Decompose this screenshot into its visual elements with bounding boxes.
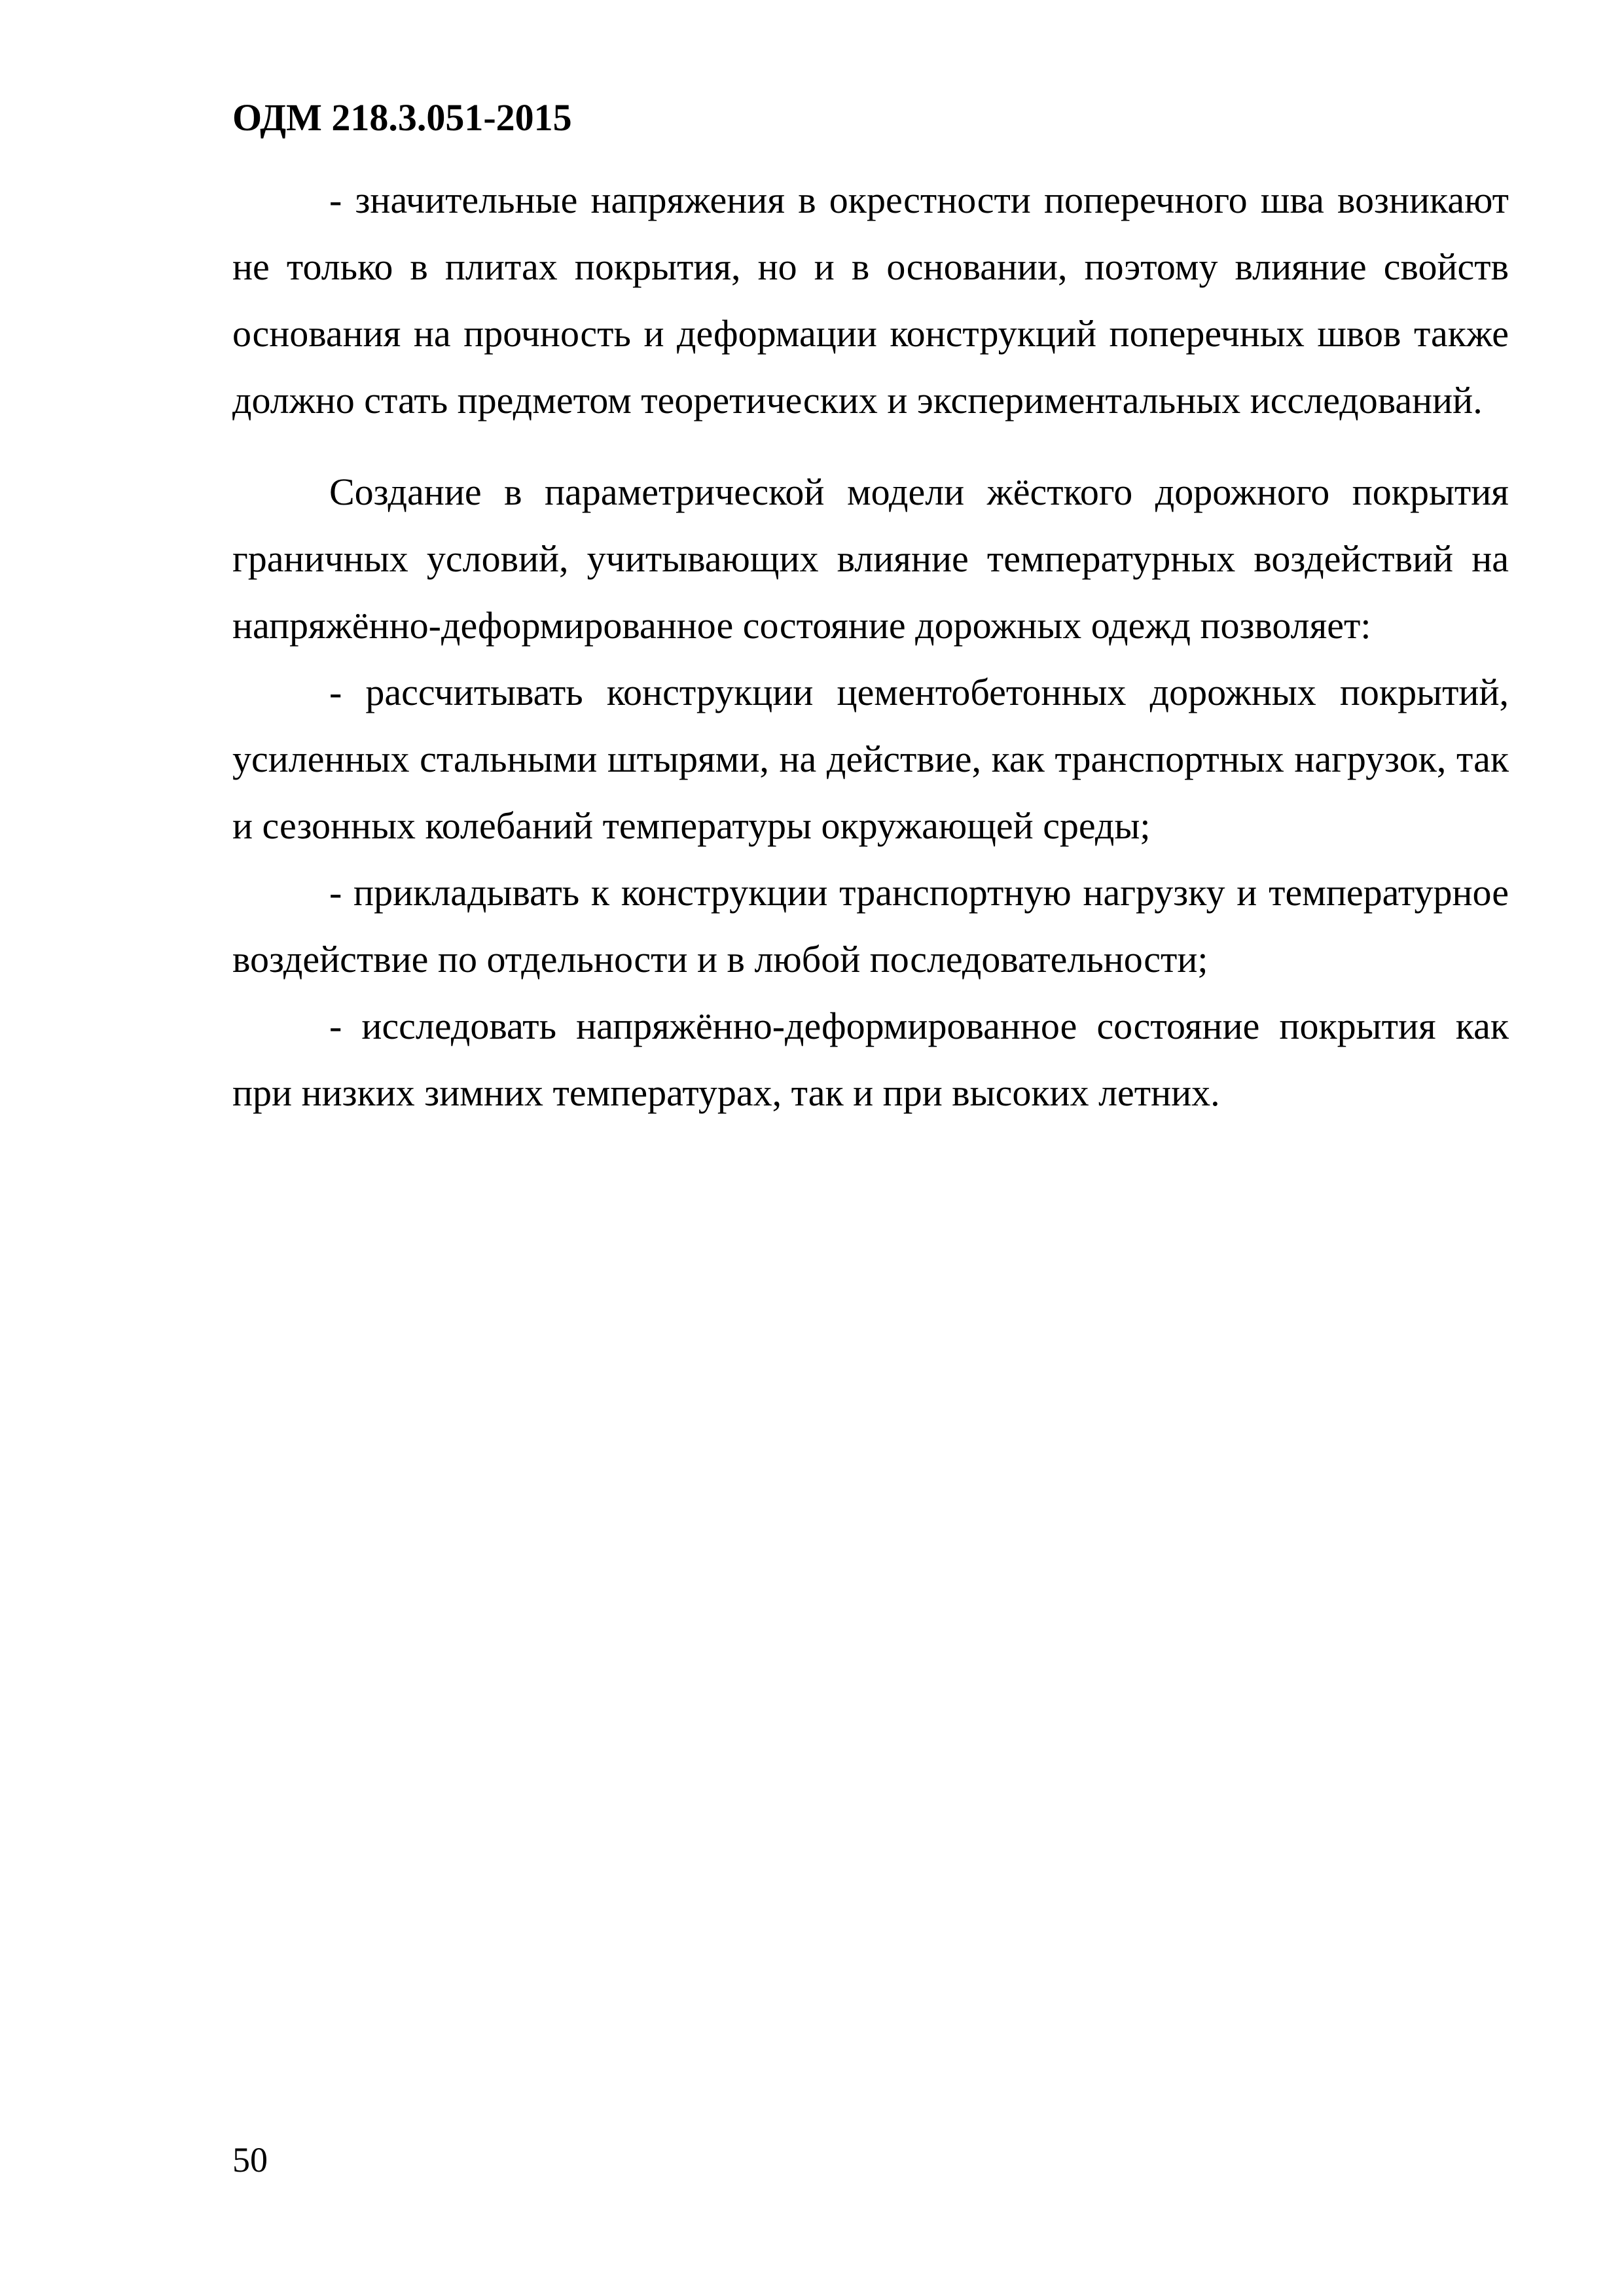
paragraph-parametric-model: Создание в параметрической модели жёсткого дорожного покрытия граничных условий, учитывающих влияние температурных воздействий на напряжённо-деформированное состояние дорожных одежд позволяет: xyxy=(232,471,1509,647)
page-number: 50 xyxy=(232,2140,268,2179)
document-body xyxy=(232,167,1509,1126)
paragraph-list-item-investigate: - исследовать напряжённо-деформированное состояние покрытия как при низких зимних температурах, так и при высоких летних. xyxy=(232,1005,1509,1114)
paragraph-list-item-calculate: - рассчитывать конструкции цементобетонных дорожных покрытий, усиленных стальными штырями, на действие, как транспортных нагрузок, так и сезонных колебаний температуры окружающей среды; xyxy=(232,671,1509,847)
paragraph-transverse-joint-stresses: - значительные напряжения в окрестности поперечного шва возникают не только в плитах покрытия, но и в основании, поэтому влияние свойств основания на прочность и деформации конструкций поперечных швов также должно стать предметом теоретических и экспериментальных исследований. xyxy=(232,179,1509,422)
paragraph-list-item-apply-load: - прикладывать к конструкции транспортную нагрузку и температурное воздействие по отдельности и в любой последовательности; xyxy=(232,871,1509,980)
document-code-header: ОДМ 218.3.051-2015 xyxy=(232,96,572,139)
